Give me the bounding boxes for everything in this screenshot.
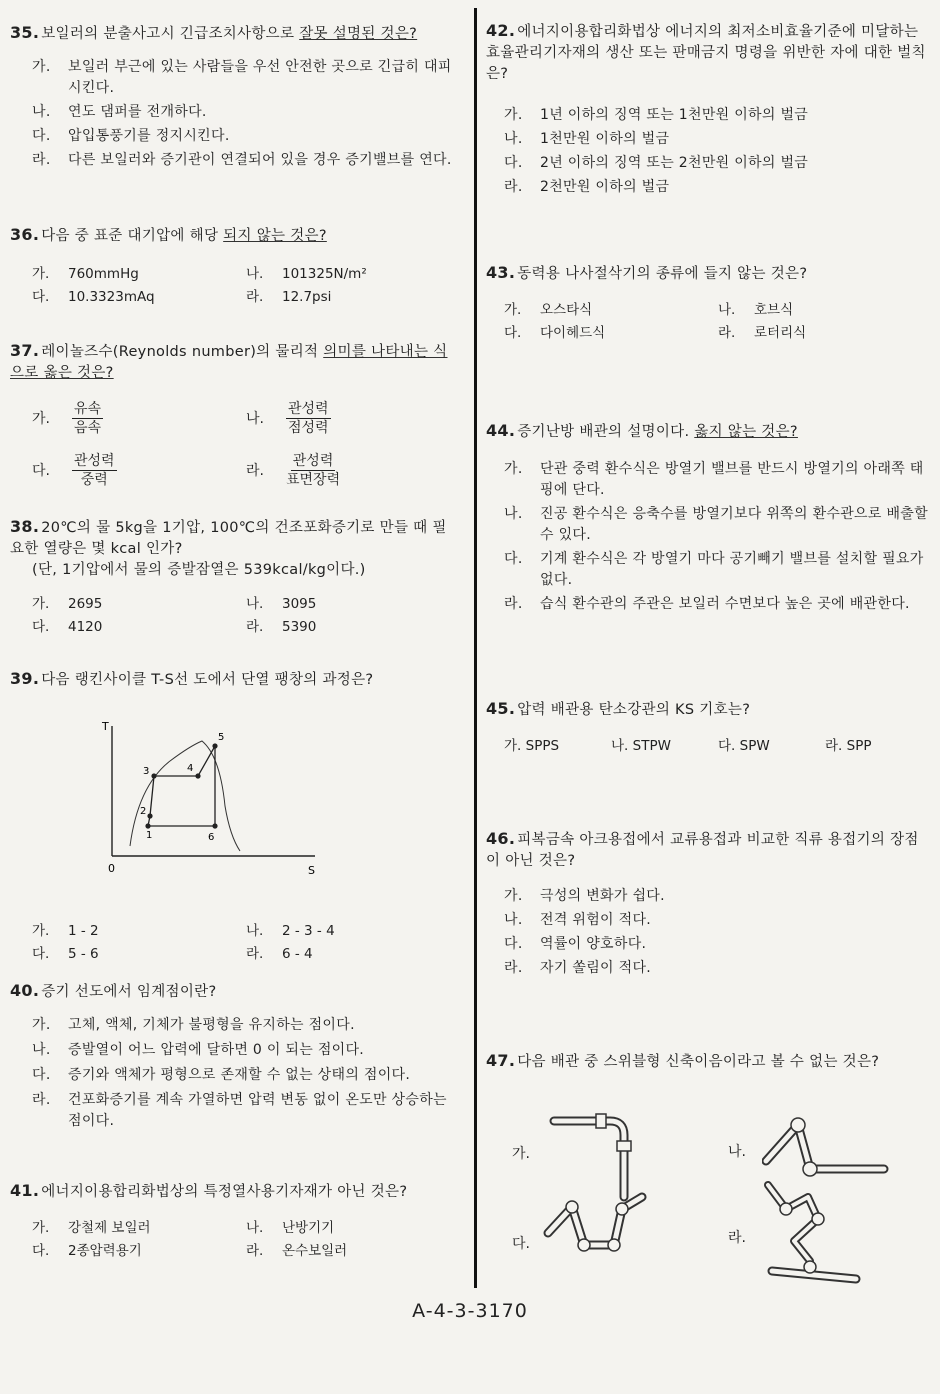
question-number: 44. <box>486 421 516 440</box>
question-number: 36. <box>10 225 40 244</box>
option: 라. 6 - 4 <box>246 946 313 962</box>
option: 다. 10.3323mAq <box>32 289 155 305</box>
option: 라. 12.7psi <box>246 289 332 305</box>
question-number: 46. <box>486 829 516 848</box>
question-47 <box>486 1050 932 1265</box>
svg-text:3: 3 <box>143 766 150 777</box>
options <box>486 735 932 757</box>
question-number: 45. <box>486 699 516 718</box>
x-axis-label: S <box>308 864 315 877</box>
option: 가. 760mmHg <box>32 266 139 282</box>
option: 다. $\frac{\text{관성력}}{\text{중력}}$ <box>32 452 115 488</box>
option: 라. 로터리식 <box>718 325 807 341</box>
ts-diagram <box>90 716 330 886</box>
option: 라. SPP <box>825 738 872 754</box>
option: 다. 기계 환수식은 각 방열기 마다 공기빼기 밸브를 설치할 필요가 없다. <box>504 551 924 588</box>
question-note: (단, 1기압에서 물의 증발잠열은 539kcal/kg이다.) <box>32 562 366 578</box>
question-36 <box>10 224 460 309</box>
column-divider <box>474 8 477 1288</box>
options <box>486 299 932 345</box>
option: 다. 2년 이하의 징역 또는 2천만원 이하의 벌금 <box>504 155 809 171</box>
y-axis-label: T <box>102 720 109 733</box>
question-text: 증기난방 배관의 설명이다. 옳지 않는 것은? <box>517 424 798 440</box>
question-text: 다음 중 표준 대기압에 해당 되지 않는 것은? <box>41 228 327 244</box>
option: 다. 4120 <box>32 619 103 635</box>
option: 라. 건포화증기를 계속 가열하면 압력 변동 없이 온도만 상승하는 점이다. <box>32 1092 447 1129</box>
option: 나. $\frac{\text{관성력}}{\text{점성력}}$ <box>246 400 329 436</box>
option-mark: 가. <box>512 1146 530 1162</box>
option: 가. 강철제 보일러 <box>32 1220 151 1236</box>
option: 나. 난방기기 <box>246 1220 335 1236</box>
question-38 <box>10 516 460 639</box>
option: 라. 5390 <box>246 619 317 635</box>
options <box>10 57 460 171</box>
options <box>486 459 932 615</box>
point-4 <box>195 773 200 778</box>
question-number: 47. <box>486 1051 516 1070</box>
option: 나. 증발열이 어느 압력에 달하면 0 이 되는 점이다. <box>32 1042 365 1058</box>
options <box>10 920 460 966</box>
question-35 <box>10 22 460 171</box>
option: 라. 온수보일러 <box>246 1243 348 1259</box>
option: 다. 다이헤드식 <box>504 325 606 341</box>
pipe-figure-b <box>762 1113 892 1183</box>
option: 가. 1년 이하의 징역 또는 1천만원 이하의 벌금 <box>504 107 809 123</box>
option: 나. 진공 환수식은 응축수를 방열기보다 위쪽의 환수관으로 배출할 수 있다. <box>504 506 928 543</box>
question-44 <box>486 420 932 615</box>
option: 가. 단관 중력 환수식은 방열기 밸브를 반드시 방열기의 아래쪽 태핑에 단다. <box>504 461 924 498</box>
question-text: 다음 배관 중 스위블형 신축이음이라고 볼 수 없는 것은? <box>517 1054 880 1070</box>
option: 나. 전격 위험이 적다. <box>504 912 652 928</box>
question-text: 20℃의 물 5kg을 1기압, 100℃의 건조포화증기로 만들 때 필요한 열량은 몇 kcal 인가? <box>10 520 447 557</box>
option-mark: 나. <box>728 1144 746 1160</box>
options <box>486 886 932 979</box>
option: 라. 다른 보일러와 증기관이 연결되어 있을 경우 증기밸브를 연다. <box>32 152 452 168</box>
question-text: 에너지이용합리화법상의 특정열사용기자재가 아닌 것은? <box>41 1184 408 1200</box>
cycle-path <box>148 746 215 826</box>
option: 가. 고체, 액체, 기체가 불평형을 유지하는 점이다. <box>32 1017 355 1033</box>
question-46 <box>486 828 932 979</box>
point-1 <box>145 823 150 828</box>
option: 다. SPW <box>718 738 770 754</box>
question-number: 35. <box>10 23 40 42</box>
option: 나. 101325N/m² <box>246 266 367 282</box>
question-text: 증기 선도에서 임계점이란? <box>41 984 217 1000</box>
option: 나. 호브식 <box>718 302 794 318</box>
question-text: 보일러의 분출사고시 긴급조치사항으로 잘못 설명된 것은? <box>41 26 418 42</box>
option: 라. 2천만원 이하의 벌금 <box>504 179 670 195</box>
pipe-figure-d <box>758 1179 868 1289</box>
question-37 <box>10 340 460 496</box>
option: 나. 1천만원 이하의 벌금 <box>504 131 670 147</box>
svg-text:2: 2 <box>140 806 147 817</box>
options <box>486 1085 932 1265</box>
option-mark: 라. <box>728 1230 746 1246</box>
question-text: 압력 배관용 탄소강관의 KS 기호는? <box>517 702 751 718</box>
option: 라. 습식 환수관의 주관은 보일러 수면보다 높은 곳에 배관한다. <box>504 596 910 612</box>
option: 다. 압입통풍기를 정지시킨다. <box>32 128 230 144</box>
question-text: 에너지이용합리화법상 에너지의 최저소비효율기준에 미달하는 효율관리기자재의 생산 또는 판매금지 명령을 위반한 자에 대한 벌칙은? <box>486 24 926 82</box>
option: 나. STPW <box>611 738 671 754</box>
point-6 <box>212 823 217 828</box>
options <box>10 1015 460 1132</box>
point-2 <box>147 813 152 818</box>
question-42 <box>486 20 932 198</box>
option: 다. 역률이 양호하다. <box>504 936 647 952</box>
question-number: 41. <box>10 1181 40 1200</box>
question-text: 동력용 나사절삭기의 종류에 들지 않는 것은? <box>517 266 808 282</box>
svg-text:4: 4 <box>187 763 194 774</box>
question-41 <box>10 1180 460 1263</box>
option: 가. 오스타식 <box>504 302 593 318</box>
option: 나. 3095 <box>246 596 317 612</box>
option: 나. 2 - 3 - 4 <box>246 923 335 939</box>
option: 다. 증기와 액체가 평형으로 존재할 수 없는 상태의 점이다. <box>32 1067 411 1083</box>
options <box>486 105 932 198</box>
options <box>10 1217 460 1263</box>
point-3 <box>151 773 156 778</box>
question-number: 43. <box>486 263 516 282</box>
question-number: 39. <box>10 669 40 688</box>
option: 나. 연도 댐퍼를 전개하다. <box>32 104 207 120</box>
option: 라. 자기 쏠림이 적다. <box>504 960 652 976</box>
option: 가. SPPS <box>504 738 560 754</box>
svg-text:5: 5 <box>218 732 225 743</box>
options <box>10 392 460 496</box>
question-text: 다음 랭킨사이클 T-S선 도에서 단열 팽창의 과정은? <box>41 672 374 688</box>
option: 다. 5 - 6 <box>32 946 99 962</box>
question-number: 40. <box>10 981 40 1000</box>
option: 가. 보일러 부근에 있는 사람들을 우선 안전한 곳으로 긴급히 대피시킨다. <box>32 59 452 96</box>
options <box>10 263 460 309</box>
option-mark: 다. <box>512 1236 530 1252</box>
point-5 <box>212 743 217 748</box>
option: 가. 극성의 변화가 쉽다. <box>504 888 665 904</box>
question-45 <box>486 698 932 757</box>
origin-label: 0 <box>108 862 115 875</box>
question-39 <box>10 668 460 962</box>
question-number: 38. <box>10 517 40 536</box>
question-number: 42. <box>486 21 516 40</box>
page-code: A-4-3-3170 <box>412 1300 528 1322</box>
option: 가. 2695 <box>32 596 103 612</box>
option: 다. 2종압력용기 <box>32 1243 142 1259</box>
question-40 <box>10 980 460 1132</box>
svg-text:1: 1 <box>146 830 153 841</box>
question-text: 피복금속 아크용접에서 교류용접과 비교한 직류 용접기의 장점이 아닌 것은? <box>486 832 919 869</box>
options <box>10 593 460 639</box>
question-text: 레이놀즈수(Reynolds number)의 물리적 의미를 나타내는 식으로 옳은 것은? <box>10 344 448 381</box>
question-number: 37. <box>10 341 40 360</box>
question-43 <box>486 262 932 345</box>
option: 라. $\frac{\text{관성력}}{\text{표면장력}}$ <box>246 452 341 488</box>
pipe-figure-c <box>542 1189 662 1269</box>
svg-text:6: 6 <box>208 832 215 843</box>
option: 가. 1 - 2 <box>32 923 99 939</box>
option: 가. $\frac{\text{유속}}{\text{음속}}$ <box>32 400 102 436</box>
